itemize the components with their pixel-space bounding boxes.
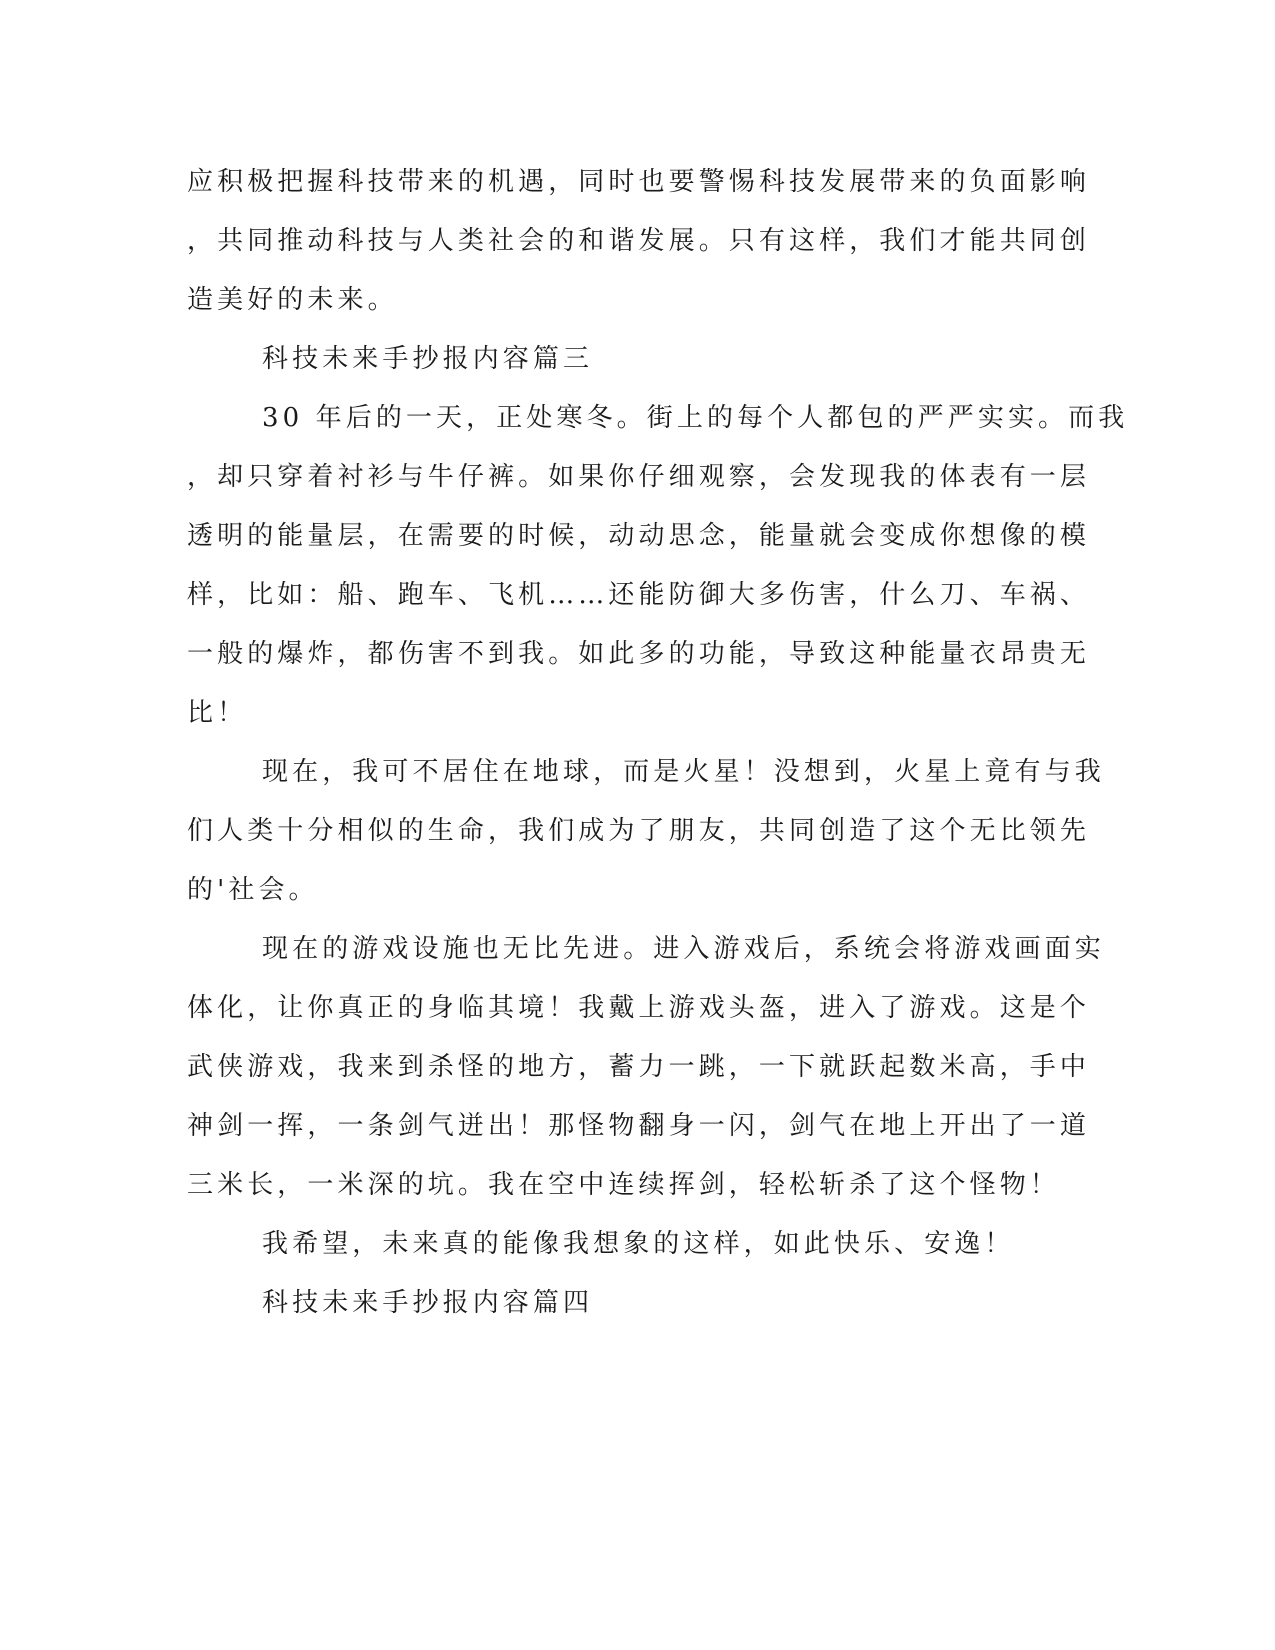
paragraph-line: 现在，我可不居住在地球，而是火星！没想到，火星上竟有与我 xyxy=(262,757,1105,787)
paragraph-line: 30 年后的一天，正处寒冬。街上的每个人都包的严严实实。而我 xyxy=(262,403,1129,433)
paragraph-line: 武侠游戏，我来到杀怪的地方，蓄力一跳，一下就跃起数米高，手中 xyxy=(187,1052,1091,1082)
paragraph-line: 体化，让你真正的身临其境！我戴上游戏头盔，进入了游戏。这是个 xyxy=(187,993,1091,1023)
paragraph-line: 样，比如：船、跑车、飞机……还能防御大多伤害，什么刀、车祸、 xyxy=(187,580,1091,610)
paragraph-line: 的'社会。 xyxy=(187,875,319,905)
paragraph-line: 应积极把握科技带来的机遇，同时也要警惕科技发展带来的负面影响 xyxy=(187,167,1091,197)
paragraph-line: ，却只穿着衬衫与牛仔裤。如果你仔细观察，会发现我的体表有一层 xyxy=(187,462,1091,492)
paragraph-line: 透明的能量层，在需要的时候，动动思念，能量就会变成你想像的模 xyxy=(187,521,1091,551)
paragraph-line: 现在的游戏设施也无比先进。进入游戏后，系统会将游戏画面实 xyxy=(262,934,1105,964)
paragraph-line: 我希望，未来真的能像我想象的这样，如此快乐、安逸！ xyxy=(262,1229,1015,1259)
paragraph-line: 造美好的未来。 xyxy=(187,285,398,315)
section-heading: 科技未来手抄报内容篇四 xyxy=(262,1288,594,1318)
paragraph-line: 神剑一挥，一条剑气迸出！那怪物翻身一闪，剑气在地上开出了一道 xyxy=(187,1111,1091,1141)
paragraph-line: 一般的爆炸，都伤害不到我。如此多的功能，导致这种能量衣昂贵无 xyxy=(187,639,1091,669)
paragraph-line: 们人类十分相似的生命，我们成为了朋友，共同创造了这个无比领先 xyxy=(187,816,1091,846)
paragraph-line: 三米长，一米深的坑。我在空中连续挥剑，轻松斩杀了这个怪物！ xyxy=(187,1170,1060,1200)
paragraph-line: 比！ xyxy=(187,698,248,728)
paragraph-line: ，共同推动科技与人类社会的和谐发展。只有这样，我们才能共同创 xyxy=(187,226,1091,256)
section-heading: 科技未来手抄报内容篇三 xyxy=(262,344,594,374)
